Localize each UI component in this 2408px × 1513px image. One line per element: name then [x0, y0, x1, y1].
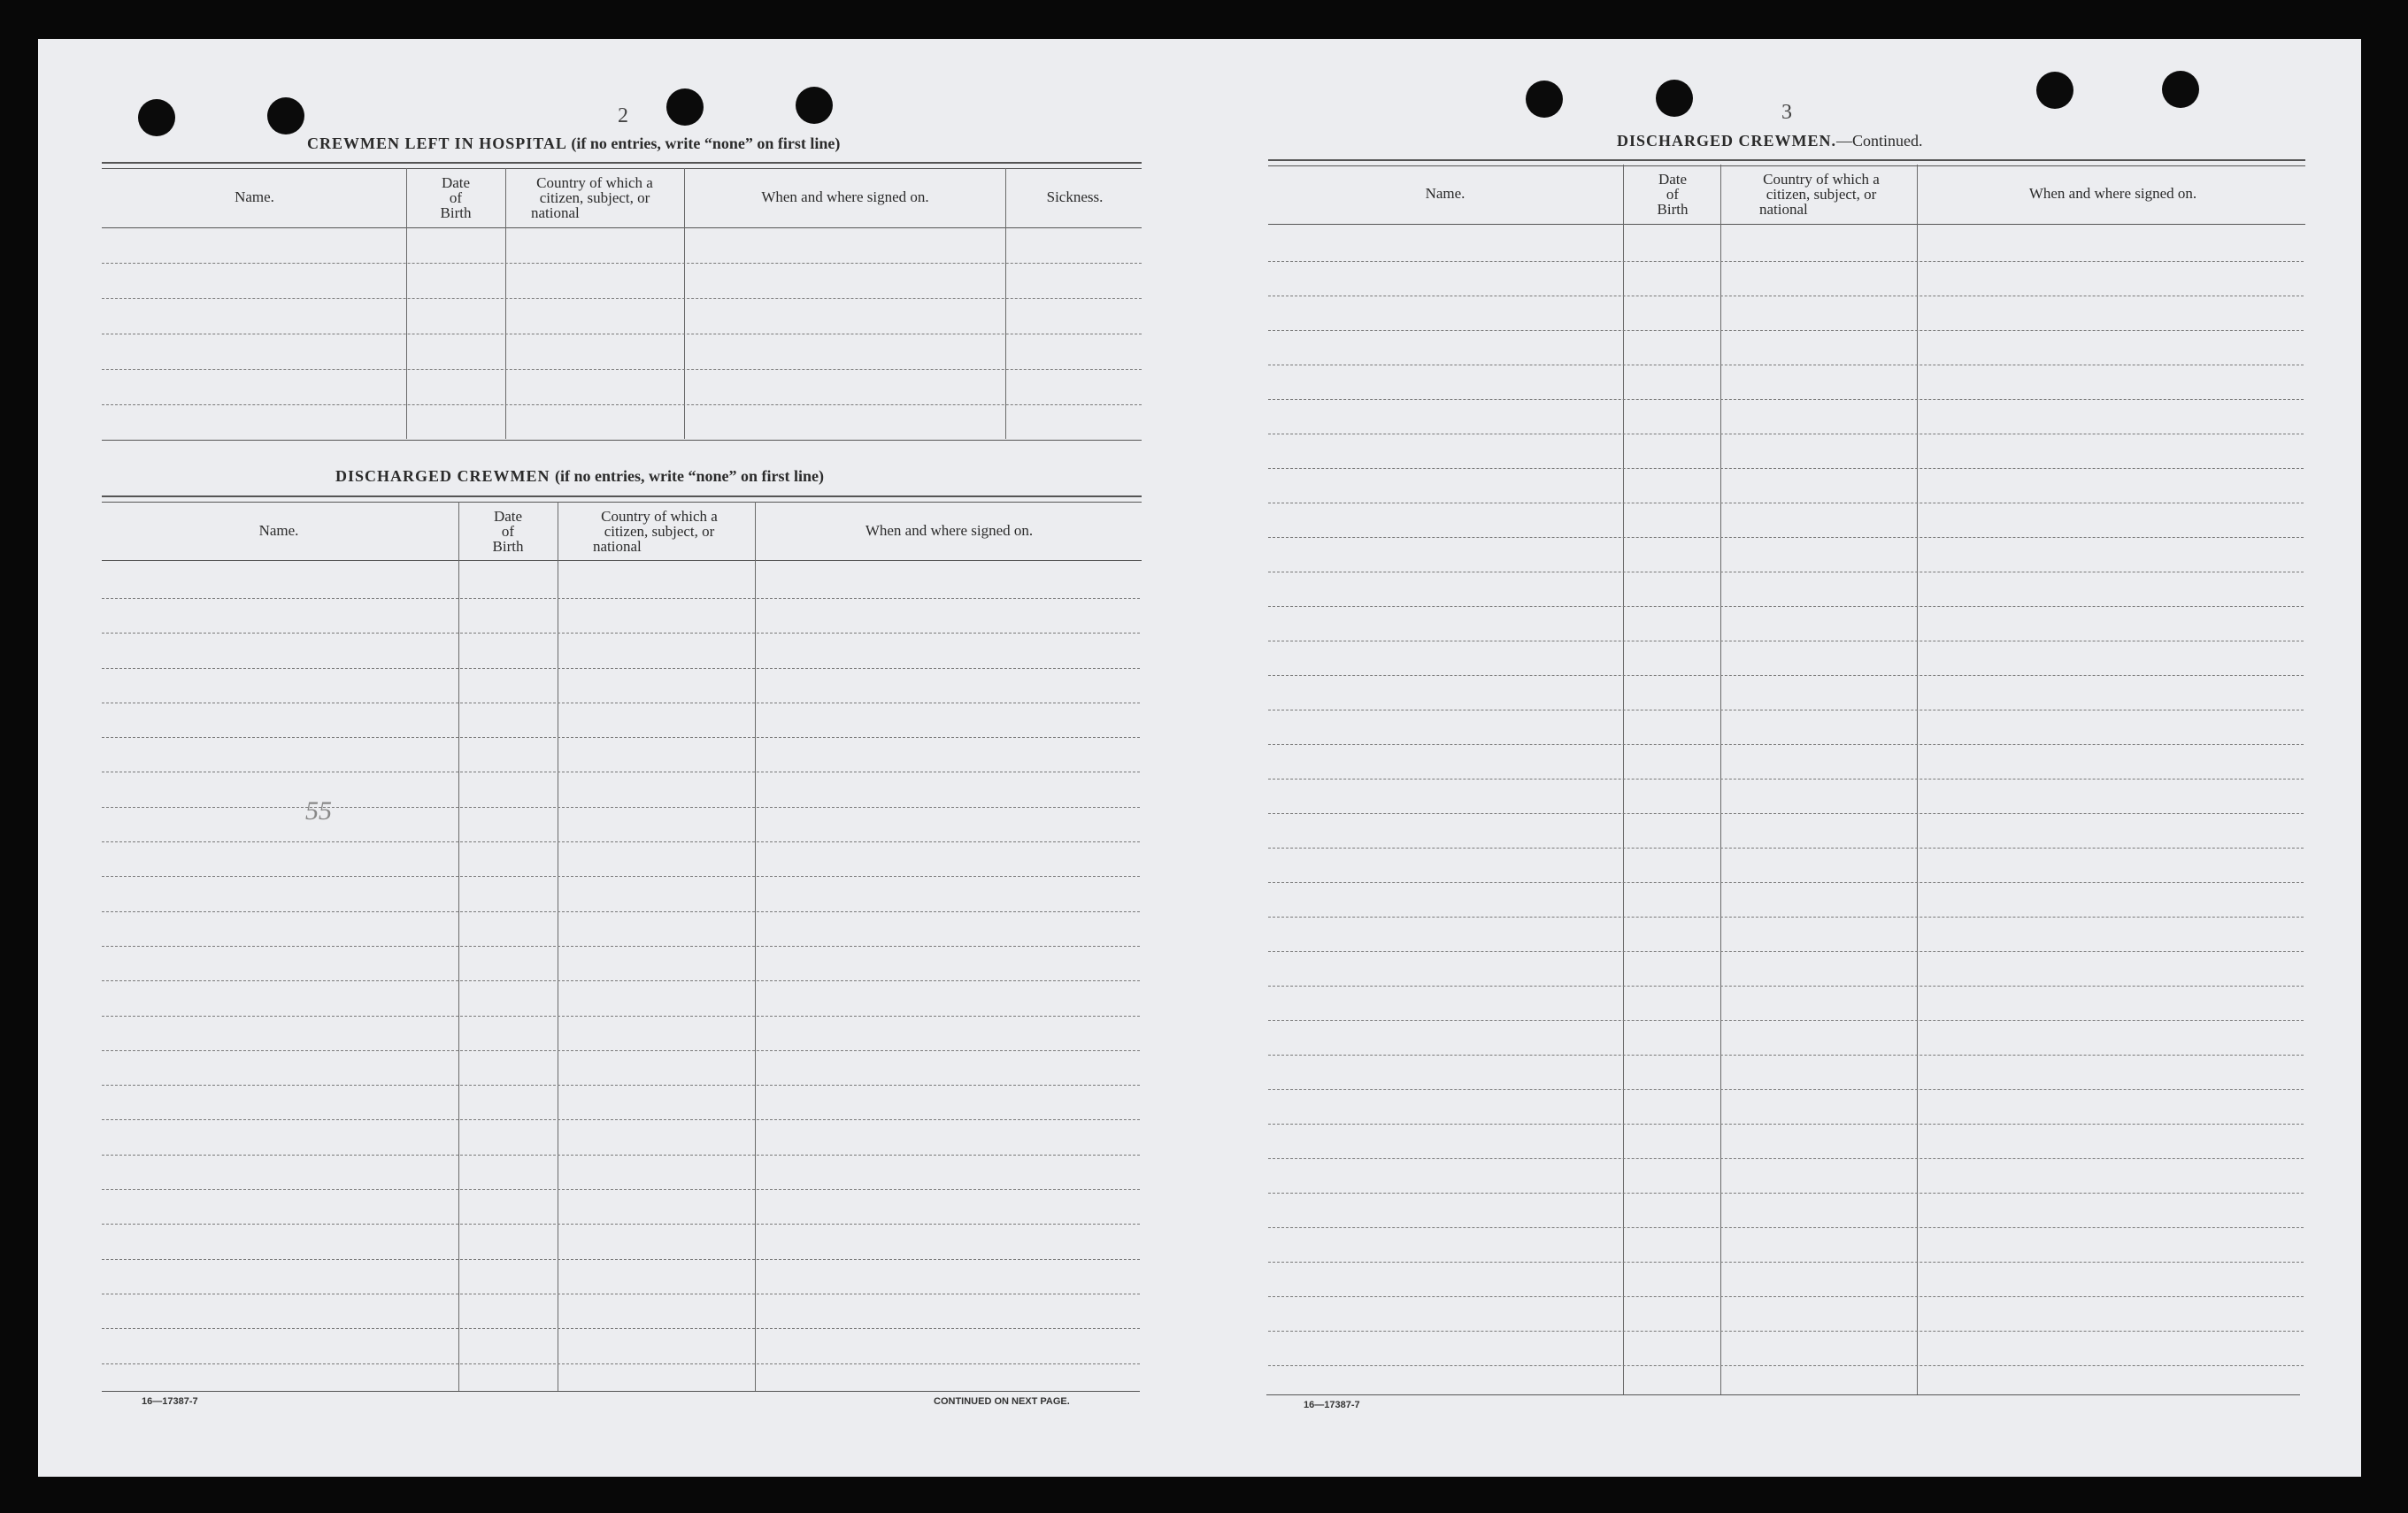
blank-entry-line	[1268, 1227, 2304, 1228]
hospital-col-divider	[505, 168, 506, 439]
col-country-line2: citizen, subject, or	[539, 189, 650, 206]
blank-entry-line	[1268, 1158, 2304, 1159]
blank-entry-line	[102, 841, 1140, 842]
right-header-rule	[1268, 224, 2305, 225]
handwritten-mark: 55	[305, 796, 332, 826]
discharged-col-name: Name.	[258, 522, 299, 539]
col-country-line3: national	[1759, 201, 1808, 218]
discharged-continued-title	[1617, 132, 1923, 150]
blank-entry-line	[102, 369, 1142, 370]
blank-entry-line	[1268, 399, 2304, 400]
blank-entry-line	[102, 1085, 1140, 1086]
blank-entry-line	[1268, 779, 2304, 780]
blank-entry-line	[102, 598, 1140, 599]
blank-entry-line	[1268, 986, 2304, 987]
blank-entry-line	[1268, 1055, 2304, 1056]
col-date-line2: of	[449, 189, 463, 206]
col-country-line2: citizen, subject, or	[1766, 186, 1877, 203]
blank-entry-line	[102, 1363, 1140, 1364]
blank-entry-line	[102, 404, 1142, 405]
discharged-col-country	[566, 509, 752, 554]
discharged-col-date	[458, 509, 558, 554]
page-number-right: 3	[1781, 101, 1792, 124]
blank-entry-line	[102, 298, 1142, 299]
punch-hole	[796, 87, 833, 124]
col-date-line2: of	[1666, 186, 1680, 203]
right-col-name: Name.	[1425, 185, 1466, 202]
blank-entry-line	[1268, 537, 2304, 538]
col-date-line3: Birth	[440, 204, 472, 221]
blank-entry-line	[102, 668, 1140, 669]
discharged-title-main: DISCHARGED CREWMEN	[335, 467, 550, 485]
blank-entry-line	[102, 1328, 1140, 1329]
discharged-title-note: (if no entries, write “none” on first line)	[555, 467, 824, 485]
blank-entry-line	[102, 633, 1140, 634]
blank-entry-line	[1268, 1262, 2304, 1263]
punch-hole	[138, 99, 175, 136]
blank-entry-line	[102, 946, 1140, 947]
col-date-line3: Birth	[1657, 201, 1689, 218]
punch-hole	[2036, 72, 2073, 109]
right-col-divider	[1917, 165, 1918, 1394]
blank-entry-line	[102, 1259, 1140, 1260]
punch-hole	[267, 97, 304, 134]
hospital-table-bottom-rule	[102, 440, 1142, 441]
hospital-col-date	[407, 175, 504, 220]
blank-entry-line	[102, 737, 1140, 738]
footer-form-code-right: 16—17387-7	[1304, 1400, 1360, 1410]
blank-entry-line	[1268, 848, 2304, 849]
blank-entry-line	[102, 980, 1140, 981]
hospital-table-top-rule	[102, 162, 1142, 169]
hospital-col-name: Name.	[235, 188, 274, 205]
right-col-country	[1727, 172, 1915, 217]
col-country-line1: Country of which a	[536, 174, 653, 191]
blank-entry-line	[1268, 606, 2304, 607]
hospital-section-title	[307, 134, 840, 153]
page-number-left: 2	[618, 104, 628, 127]
discharged-table-top-rule	[102, 495, 1142, 503]
hospital-title-main: CREWMEN LEFT IN HOSPITAL	[307, 134, 566, 152]
discharged-table-bottom-rule	[102, 1391, 1140, 1392]
blank-entry-line	[1268, 1365, 2304, 1366]
discharged-continued-title-main: DISCHARGED CREWMEN.	[1617, 132, 1837, 150]
col-country-line2: citizen, subject, or	[604, 523, 715, 540]
col-country-line3: national	[531, 204, 580, 221]
blank-entry-line	[1268, 1089, 2304, 1090]
blank-entry-line	[102, 807, 1140, 808]
hospital-col-divider	[684, 168, 685, 439]
hospital-header-rule	[102, 227, 1142, 228]
blank-entry-line	[1268, 1124, 2304, 1125]
right-col-date	[1624, 172, 1721, 217]
blank-entry-line	[102, 1016, 1140, 1017]
footer-form-code-left: 16—17387-7	[142, 1396, 198, 1407]
blank-entry-line	[1268, 1296, 2304, 1297]
col-date-line2: of	[501, 523, 515, 540]
blank-entry-line	[1268, 1020, 2304, 1021]
punch-hole	[2162, 71, 2199, 108]
hospital-title-note: (if no entries, write “none” on first line)	[571, 134, 841, 152]
discharged-col-signed-on: When and where signed on.	[865, 522, 1034, 539]
discharged-header-rule	[102, 560, 1142, 561]
blank-entry-line	[102, 911, 1140, 912]
blank-entry-line	[102, 1050, 1140, 1051]
blank-entry-line	[1268, 744, 2304, 745]
blank-entry-line	[1268, 1331, 2304, 1332]
punch-hole	[1526, 81, 1563, 118]
punch-hole	[1656, 80, 1693, 117]
col-date-line1: Date	[493, 508, 523, 525]
right-col-divider	[1623, 165, 1624, 1394]
blank-entry-line	[1268, 675, 2304, 676]
right-col-divider	[1720, 165, 1721, 1394]
blank-entry-line	[1268, 330, 2304, 331]
col-country-line3: national	[593, 538, 642, 555]
blank-entry-line	[1268, 951, 2304, 952]
blank-entry-line	[1268, 917, 2304, 918]
col-date-line1: Date	[441, 174, 471, 191]
blank-entry-line	[1268, 468, 2304, 469]
hospital-col-divider	[1005, 168, 1006, 439]
right-col-signed-on: When and where signed on.	[2028, 185, 2197, 202]
col-date-line3: Birth	[492, 538, 524, 555]
discharged-section-title	[335, 467, 824, 486]
right-table-top-rule	[1268, 159, 2305, 166]
blank-entry-line	[1268, 1193, 2304, 1194]
hospital-col-sickness: Sickness.	[1046, 188, 1104, 205]
blank-entry-line	[102, 263, 1142, 264]
blank-entry-line	[1268, 813, 2304, 814]
hospital-col-country	[506, 175, 683, 220]
col-country-line1: Country of which a	[601, 508, 718, 525]
punch-hole	[666, 88, 704, 126]
hospital-col-signed-on: When and where signed on.	[761, 188, 929, 205]
col-country-line1: Country of which a	[1763, 171, 1880, 188]
col-date-line1: Date	[1658, 171, 1688, 188]
discharged-continued-suffix: —Continued.	[1836, 132, 1923, 150]
blank-entry-line	[102, 1155, 1140, 1156]
blank-entry-line	[1268, 882, 2304, 883]
blank-entry-line	[102, 1224, 1140, 1225]
right-table-bottom-rule	[1266, 1394, 2300, 1395]
footer-continued-note: CONTINUED ON NEXT PAGE.	[934, 1396, 1070, 1407]
hospital-col-divider	[406, 168, 407, 439]
blank-entry-line	[102, 1189, 1140, 1190]
blank-entry-line	[102, 876, 1140, 877]
blank-entry-line	[1268, 261, 2304, 262]
blank-entry-line	[102, 1119, 1140, 1120]
